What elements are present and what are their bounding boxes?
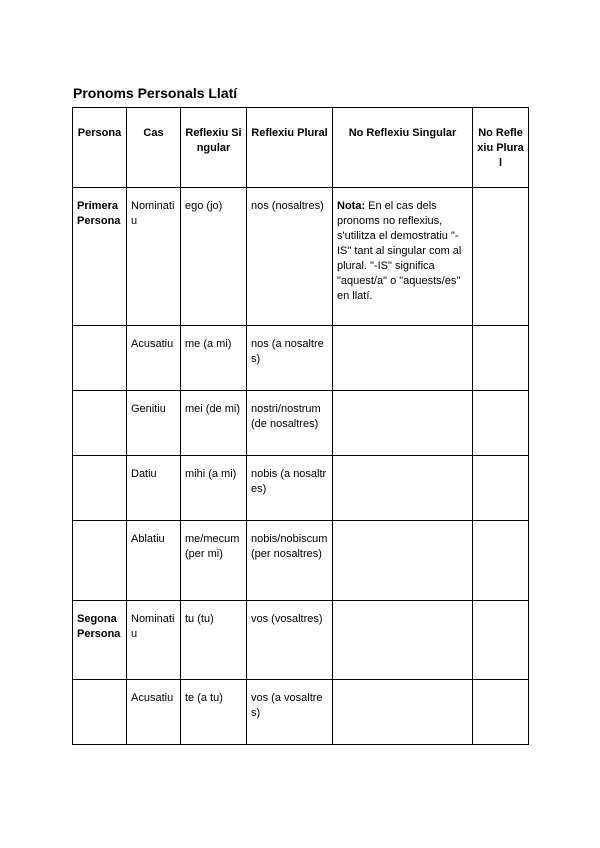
header-reflexiu-singular: Reflexiu Singular — [181, 108, 247, 188]
persona-cell — [73, 456, 127, 521]
no-reflexiu-singular-cell — [333, 188, 473, 326]
note-label: Nota: — [337, 200, 366, 212]
table-row — [73, 680, 529, 745]
cas-cell: Acusatiu — [127, 680, 181, 745]
table-row — [73, 601, 529, 680]
no-reflexiu-plural-cell — [473, 188, 529, 326]
reflexiu-singular-cell: tu (tu) — [181, 601, 247, 680]
reflexiu-singular-cell: mihi (a mi) — [181, 456, 247, 521]
reflexiu-singular-cell: te (a tu) — [181, 680, 247, 745]
no-reflexiu-plural-cell — [473, 391, 529, 456]
persona-cell — [73, 680, 127, 745]
persona-cell — [73, 521, 127, 601]
persona-cell — [73, 326, 127, 391]
table-row — [73, 456, 529, 521]
table-row — [73, 326, 529, 391]
cas-cell: Ablatiu — [127, 521, 181, 601]
no-reflexiu-plural-cell — [473, 521, 529, 601]
reflexiu-singular-cell: me (a mi) — [181, 326, 247, 391]
reflexiu-plural-cell: nostri/nostrum (de nosaltres) — [247, 391, 333, 456]
header-persona: Persona — [73, 108, 127, 188]
no-reflexiu-singular-cell — [333, 601, 473, 680]
cas-cell: Nominatiu — [127, 188, 181, 326]
header-reflexiu-plural: Reflexiu Plural — [247, 108, 333, 188]
reflexiu-plural-cell: nobis/nobiscum (per nosaltres) — [247, 521, 333, 601]
reflexiu-plural-cell: vos (vosaltres) — [247, 601, 333, 680]
header-no-reflexiu-singular: No Reflexiu Singular — [333, 108, 473, 188]
reflexiu-plural-cell: nos (a nosaltres) — [247, 326, 333, 391]
table-row — [73, 391, 529, 456]
reflexiu-singular-cell: me/mecum (per mi) — [181, 521, 247, 601]
no-reflexiu-singular-cell — [333, 456, 473, 521]
pronouns-table — [72, 107, 529, 745]
reflexiu-plural-cell: nos (nosaltres) — [247, 188, 333, 326]
no-reflexiu-plural-cell — [473, 456, 529, 521]
header-cas: Cas — [127, 108, 181, 188]
no-reflexiu-singular-cell — [333, 521, 473, 601]
no-reflexiu-singular-cell — [333, 391, 473, 456]
no-reflexiu-singular-cell — [333, 326, 473, 391]
header-row — [73, 108, 529, 188]
persona-cell: Segona Persona — [73, 601, 127, 680]
cas-cell: Genitiu — [127, 391, 181, 456]
note-body: En el cas dels pronoms no reflexius, s'utilitza el demostratiu "-IS" tant al singular com al plural. "-IS" significa "aquest/a" o "aquests/es" en llatí. — [337, 200, 462, 302]
persona-cell: Primera Persona — [73, 188, 127, 326]
page-title: Pronoms Personals Llatí — [73, 85, 238, 101]
reflexiu-singular-cell: mei (de mi) — [181, 391, 247, 456]
no-reflexiu-singular-cell — [333, 680, 473, 745]
no-reflexiu-plural-cell — [473, 601, 529, 680]
reflexiu-plural-cell: vos (a vosaltres) — [247, 680, 333, 745]
table-row — [73, 521, 529, 601]
header-no-reflexiu-plural: No Reflexiu Plural — [473, 108, 529, 188]
cas-cell: Datiu — [127, 456, 181, 521]
cas-cell: Acusatiu — [127, 326, 181, 391]
persona-cell — [73, 391, 127, 456]
reflexiu-plural-cell: nobis (a nosaltres) — [247, 456, 333, 521]
table-row — [73, 188, 529, 326]
no-reflexiu-plural-cell — [473, 326, 529, 391]
cas-cell: Nominatiu — [127, 601, 181, 680]
note-text — [337, 199, 468, 304]
no-reflexiu-plural-cell — [473, 680, 529, 745]
reflexiu-singular-cell: ego (jo) — [181, 188, 247, 326]
